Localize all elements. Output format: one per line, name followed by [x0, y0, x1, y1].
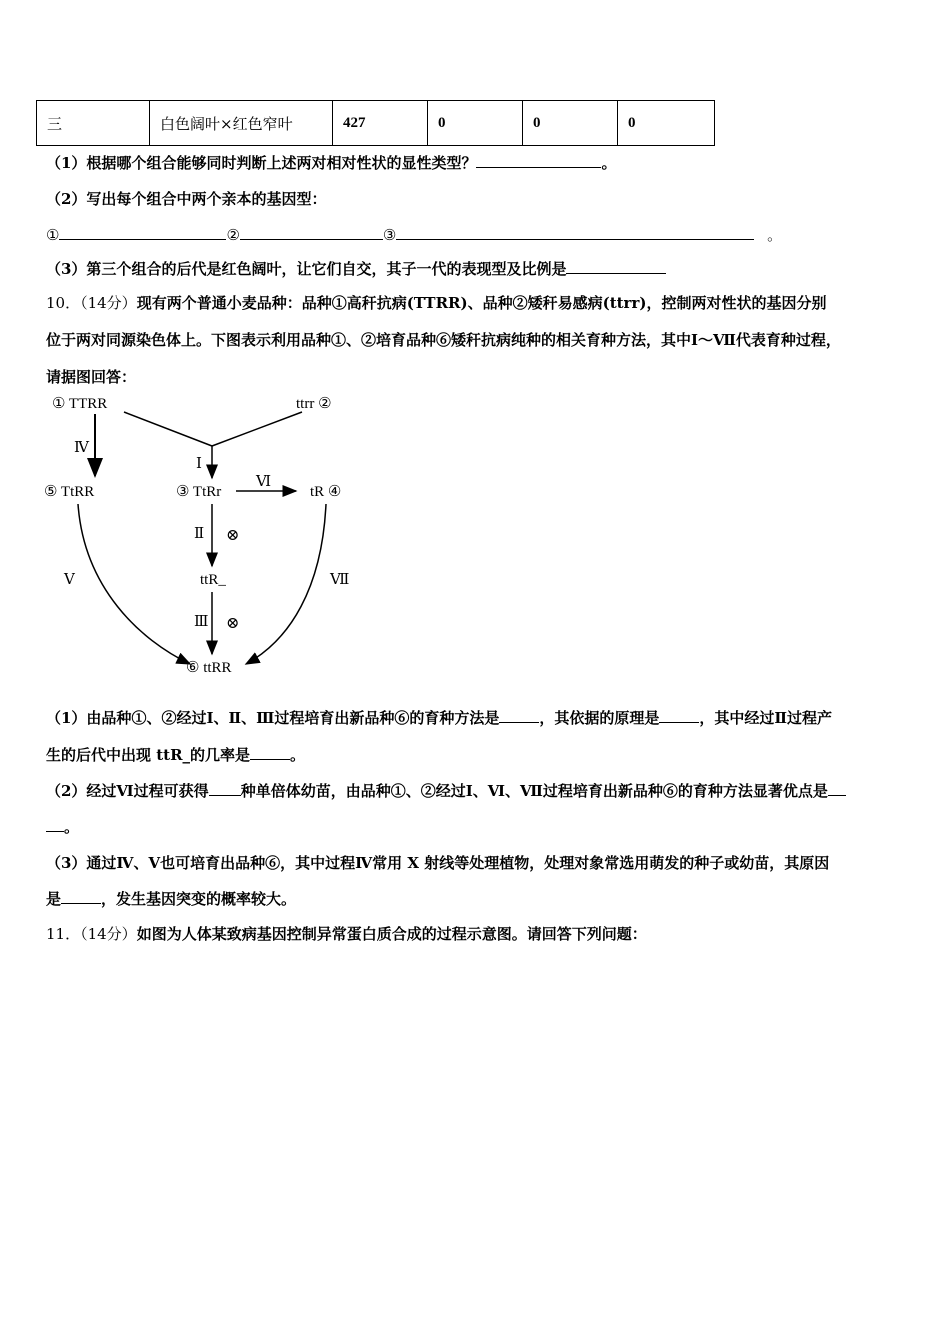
- q10-part2-a: （2）经过Ⅵ过程可获得: [46, 782, 209, 800]
- answer-blank: [209, 781, 241, 796]
- q10-stem-line3: 请据图回答：: [46, 368, 137, 386]
- q9-part2-end: 。: [767, 226, 783, 244]
- answer-blank: [499, 708, 539, 723]
- process-IV: Ⅳ: [74, 440, 89, 456]
- q10-part2-line1: [46, 780, 846, 801]
- node-5: ⑤ TtRR: [44, 484, 95, 500]
- answer-blank: [659, 708, 699, 723]
- table-cell: 三: [37, 101, 150, 146]
- self-cross-icon: ⊗: [226, 527, 240, 544]
- results-table: [36, 100, 715, 146]
- process-III: Ⅲ: [194, 614, 209, 630]
- q10-part1-b: ，其依据的原理是: [539, 709, 660, 727]
- q10-part1-a: （1）由品种①、②经过Ⅰ、Ⅱ、Ⅲ过程培育出新品种⑥的育种方法是: [46, 709, 500, 727]
- question-number: 10．（14分）: [46, 294, 137, 312]
- node-4: tR ④: [310, 484, 342, 500]
- table-cell: 427: [333, 101, 428, 146]
- q10-part3-b: 是: [46, 890, 62, 908]
- answer-blank: [59, 225, 226, 240]
- process-II: Ⅱ: [194, 526, 205, 542]
- q10-stem-line1: [46, 292, 826, 313]
- q9-part3: [46, 258, 666, 279]
- marker-1: ①: [46, 226, 60, 244]
- arrow-V: [78, 504, 190, 664]
- table-cell: 0: [618, 101, 715, 146]
- answer-blank: [566, 259, 666, 274]
- marker-3: ③: [382, 226, 397, 244]
- q10-part3-c: ，发生基因突变的概率较大。: [101, 890, 297, 908]
- answer-blank: [476, 153, 601, 168]
- table-cell: 0: [428, 101, 523, 146]
- q10-part1-line2: [46, 744, 305, 765]
- arrow-VII: [246, 504, 326, 664]
- table-cell: 0: [523, 101, 618, 146]
- q11-stem-text: 如图为人体某致病基因控制异常蛋白质合成的过程示意图。请回答下列问题：: [136, 925, 647, 943]
- q11-stem: [46, 923, 647, 944]
- process-I: Ⅰ: [196, 456, 202, 472]
- q10-part3-line2: [46, 888, 296, 909]
- q10-part2-b: 种单倍体幼苗，由品种①、②经过Ⅰ、Ⅵ、Ⅶ过程培育出新品种⑥的育种方法显著优点是: [240, 782, 828, 800]
- node-2: ttrr ②: [296, 396, 332, 412]
- q9-part1-text: （1）根据哪个组合能够同时判断上述两对相对性状的显性类型？: [46, 154, 477, 172]
- process-VII: Ⅶ: [330, 572, 350, 588]
- q9-part1: [46, 152, 616, 173]
- q10-part1-e: 。: [290, 746, 306, 764]
- process-V: Ⅴ: [64, 572, 75, 588]
- q10-stem-line2: 位于两对同源染色体上。下图表示利用品种①、②培育品种⑥矮秆抗病纯种的相关育种方法，其中Ⅰ～Ⅶ代表育种过程，: [46, 331, 841, 349]
- q10-stem1: 现有两个普通小麦品种：品种①高秆抗病(TTRR)、品种②矮秆易感病(ttrr)，控制两对性状的基因分别: [136, 294, 827, 312]
- question-number: 11．（14分）: [46, 925, 137, 943]
- q9-part3-text: （3）第三个组合的后代是红色阔叶，让它们自交，其子一代的表现型及比例是: [46, 260, 567, 278]
- q10-part3-line1: （3）通过Ⅳ、Ⅴ也可培育出品种⑥，其中过程Ⅳ常用 X 射线等处理植物，处理对象常选用萌发的种子或幼苗，其原因: [46, 854, 830, 872]
- q10-part1-c: ，其中经过Ⅱ过程产: [699, 709, 833, 727]
- answer-blank: [240, 225, 383, 240]
- node-3: ③ TtRr: [176, 484, 222, 500]
- node-1: ① TTRR: [52, 396, 108, 412]
- q10-part2-line2: [46, 816, 79, 837]
- answer-blank: [250, 745, 290, 760]
- q10-part1-line1: [46, 707, 832, 728]
- answer-blank: [46, 817, 64, 832]
- cross-line-left: [124, 412, 212, 446]
- q9-part2: （2）写出每个组合中两个亲本的基因型：: [46, 190, 327, 208]
- marker-2: ②: [226, 226, 240, 244]
- answer-blank: [828, 781, 846, 796]
- process-VI: Ⅵ: [256, 474, 272, 490]
- self-cross-icon: ⊗: [226, 615, 240, 632]
- cross-line-right: [212, 412, 302, 446]
- answer-blank: [396, 225, 754, 240]
- table-cell: 白色阔叶×红色窄叶: [150, 101, 333, 146]
- q9-part1-end: 。: [601, 154, 617, 172]
- node-ttR: ttR_: [200, 572, 226, 588]
- q10-part2-c: 。: [64, 818, 80, 836]
- table-row: [37, 101, 715, 146]
- node-6: ⑥ ttRR: [186, 660, 232, 676]
- q10-part1-d: 生的后代中出现 ttR_的几率是: [46, 746, 251, 764]
- q9-part2-blanks: [46, 224, 782, 245]
- breeding-diagram: [40, 388, 360, 680]
- answer-blank: [61, 889, 101, 904]
